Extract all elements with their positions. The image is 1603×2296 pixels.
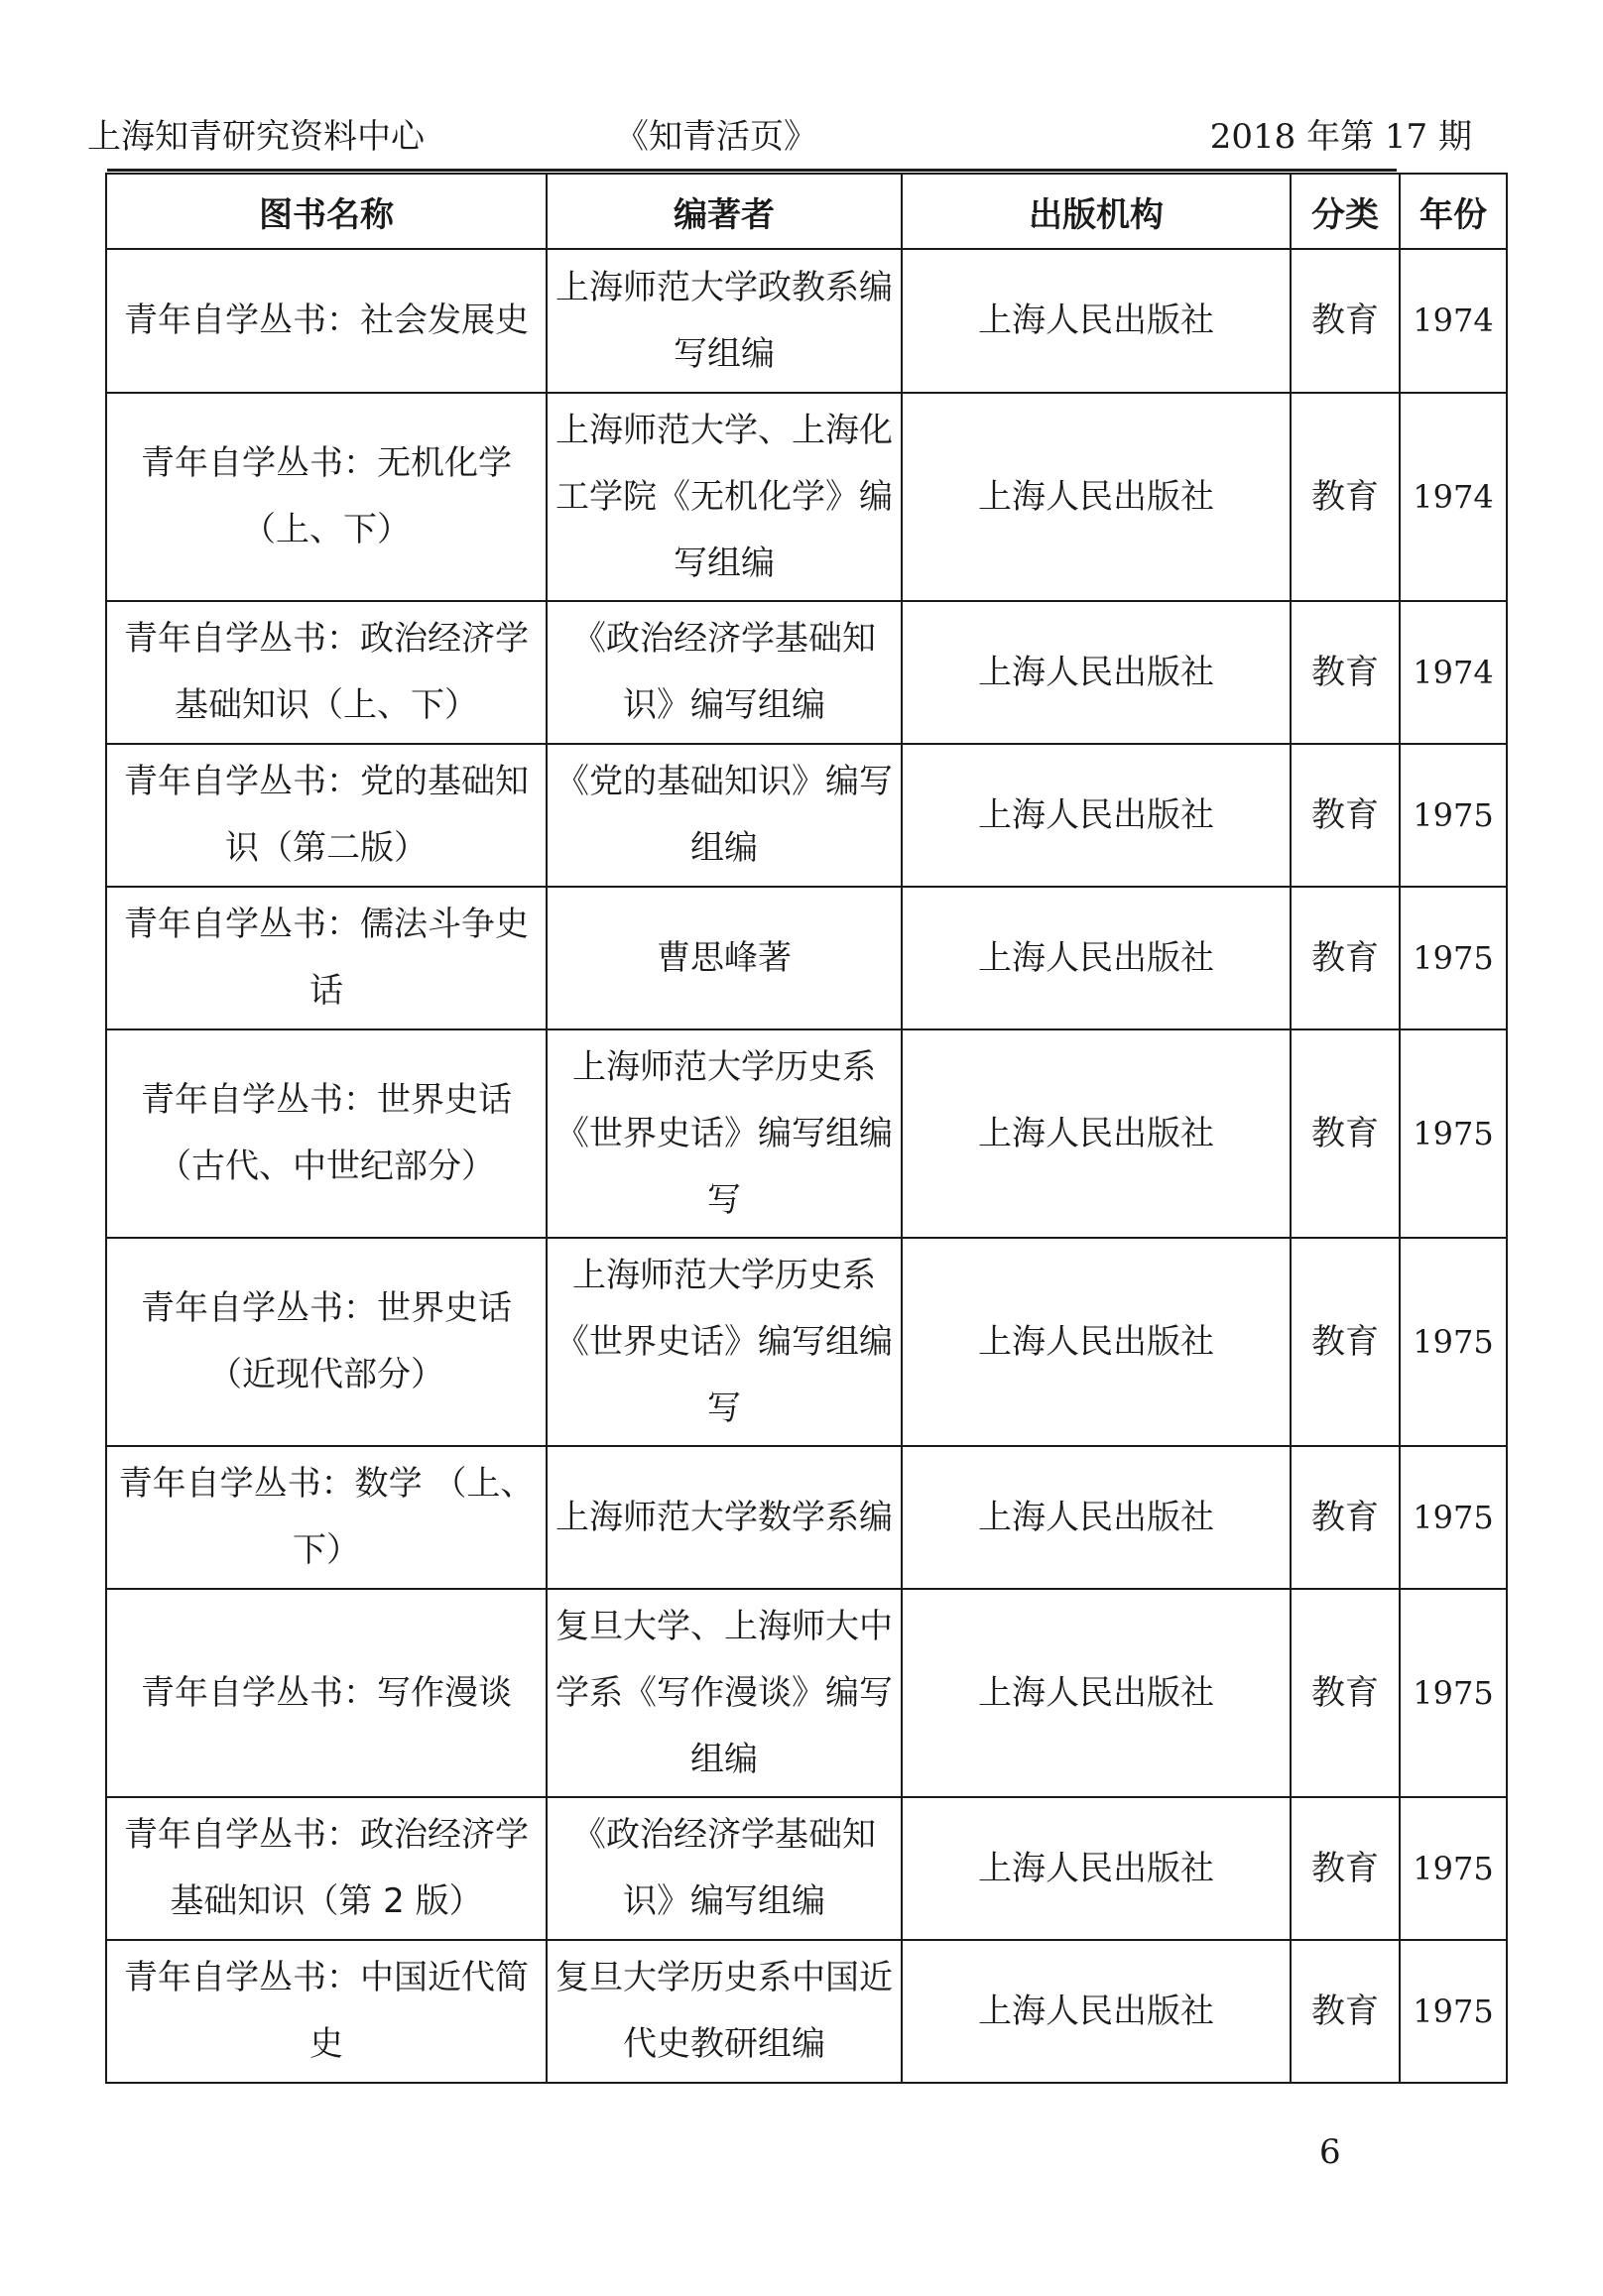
author-cell: 上海师范大学历史系《世界史话》编写组编写	[547, 1029, 902, 1238]
year-cell: 1975	[1400, 1446, 1507, 1589]
publisher-cell: 上海人民出版社	[902, 601, 1291, 744]
column-header-title: 图书名称	[106, 174, 547, 249]
year-cell: 1974	[1400, 393, 1507, 601]
book-title-cell: 青年自学丛书：中国近代简史	[106, 1940, 547, 2083]
book-title-cell: 青年自学丛书：党的基础知识（第二版）	[106, 744, 547, 887]
table-row	[106, 887, 1507, 1029]
author-cell: 上海师范大学历史系《世界史话》编写组编写	[547, 1238, 902, 1446]
publisher-cell: 上海人民出版社	[902, 1589, 1291, 1797]
table-row	[106, 1029, 1507, 1238]
table-row	[106, 1589, 1507, 1797]
table-header-row	[106, 174, 1507, 249]
column-header-publisher: 出版机构	[902, 174, 1291, 249]
year-cell: 1975	[1400, 1797, 1507, 1940]
category-cell: 教育	[1291, 1029, 1400, 1238]
publisher-cell: 上海人民出版社	[902, 1797, 1291, 1940]
publisher-cell: 上海人民出版社	[902, 887, 1291, 1029]
year-cell: 1974	[1400, 249, 1507, 393]
category-cell: 教育	[1291, 1238, 1400, 1446]
publisher-cell: 上海人民出版社	[902, 1238, 1291, 1446]
table-row	[106, 393, 1507, 601]
year-cell: 1975	[1400, 887, 1507, 1029]
column-header-year: 年份	[1400, 174, 1507, 249]
author-cell: 上海师范大学数学系编	[547, 1446, 902, 1589]
year-cell: 1975	[1400, 744, 1507, 887]
author-cell: 《政治经济学基础知识》编写组编	[547, 1797, 902, 1940]
table-row	[106, 1238, 1507, 1446]
category-cell: 教育	[1291, 249, 1400, 393]
category-cell: 教育	[1291, 1446, 1400, 1589]
year-cell: 1975	[1400, 1238, 1507, 1446]
publisher-cell: 上海人民出版社	[902, 1029, 1291, 1238]
category-cell: 教育	[1291, 393, 1400, 601]
year-cell: 1975	[1400, 1940, 1507, 2083]
category-cell: 教育	[1291, 1797, 1400, 1940]
author-cell: 曹思峰著	[547, 887, 902, 1029]
book-title-cell: 青年自学丛书：政治经济学基础知识（上、下）	[106, 601, 547, 744]
page-number: 6	[1319, 2132, 1341, 2172]
category-cell: 教育	[1291, 744, 1400, 887]
book-title-cell: 青年自学丛书：世界史话（近现代部分）	[106, 1238, 547, 1446]
book-title-cell: 青年自学丛书：无机化学（上、下）	[106, 393, 547, 601]
author-cell: 复旦大学历史系中国近代史教研组编	[547, 1940, 902, 2083]
author-cell: 上海师范大学政教系编写组编	[547, 249, 902, 393]
header-publication-title: 《知青活页》	[615, 117, 817, 157]
year-cell: 1975	[1400, 1589, 1507, 1797]
book-title-cell: 青年自学丛书：写作漫谈	[106, 1589, 547, 1797]
publisher-cell: 上海人民出版社	[902, 1446, 1291, 1589]
book-title-cell: 青年自学丛书：社会发展史	[106, 249, 547, 393]
author-cell: 上海师范大学、上海化工学院《无机化学》编写组编	[547, 393, 902, 601]
category-cell: 教育	[1291, 601, 1400, 744]
header-organization: 上海知青研究资料中心	[87, 117, 425, 157]
category-cell: 教育	[1291, 1589, 1400, 1797]
publisher-cell: 上海人民出版社	[902, 249, 1291, 393]
year-cell: 1974	[1400, 601, 1507, 744]
column-header-author: 编著者	[547, 174, 902, 249]
book-title-cell: 青年自学丛书：数学 （上、下）	[106, 1446, 547, 1589]
column-header-category: 分类	[1291, 174, 1400, 249]
header-issue: 2018 年第 17 期	[1209, 117, 1472, 157]
author-cell: 《党的基础知识》编写组编	[547, 744, 902, 887]
book-title-cell: 青年自学丛书：儒法斗争史话	[106, 887, 547, 1029]
table-row	[106, 1797, 1507, 1940]
year-cell: 1975	[1400, 1029, 1507, 1238]
table-row	[106, 744, 1507, 887]
table-row	[106, 1940, 1507, 2083]
table-row	[106, 1446, 1507, 1589]
table-row	[106, 249, 1507, 393]
book-list-table	[105, 173, 1508, 2084]
category-cell: 教育	[1291, 1940, 1400, 2083]
book-title-cell: 青年自学丛书：世界史话（古代、中世纪部分）	[106, 1029, 547, 1238]
publisher-cell: 上海人民出版社	[902, 744, 1291, 887]
publisher-cell: 上海人民出版社	[902, 1940, 1291, 2083]
book-title-cell: 青年自学丛书：政治经济学基础知识（第 2 版）	[106, 1797, 547, 1940]
author-cell: 复旦大学、上海师大中学系《写作漫谈》编写组编	[547, 1589, 902, 1797]
category-cell: 教育	[1291, 887, 1400, 1029]
header-divider	[107, 169, 1397, 172]
author-cell: 《政治经济学基础知识》编写组编	[547, 601, 902, 744]
publisher-cell: 上海人民出版社	[902, 393, 1291, 601]
table-row	[106, 601, 1507, 744]
